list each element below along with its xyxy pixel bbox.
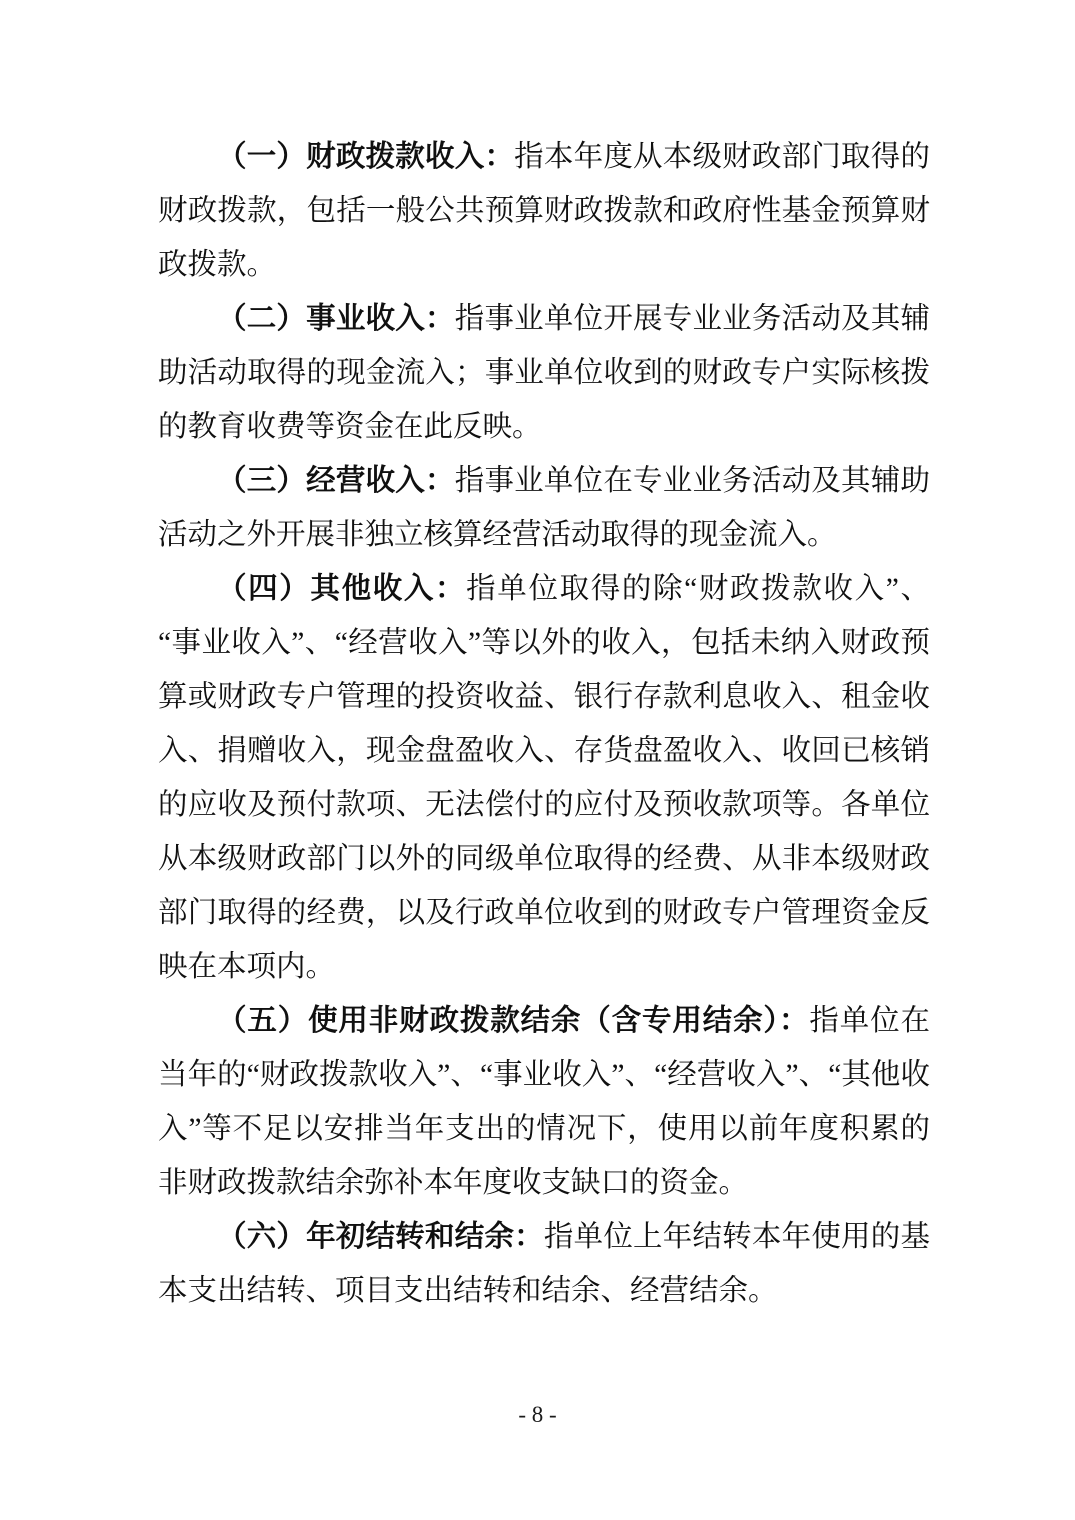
paragraph-other-income (158, 562, 930, 994)
paragraph-text: 指单位上年结转本年使用的基本支出结转、项目支出结转和结余、经营结余。 (158, 1221, 930, 1307)
paragraph-non-fiscal-surplus (158, 994, 930, 1210)
paragraph-operating-income-institution (158, 292, 930, 454)
paragraph-lead: （四）其他收入： (217, 573, 467, 605)
paragraph-lead: （三）经营收入： (217, 465, 455, 497)
paragraph-text: 指单位在当年的“财政拨款收入”、“事业收入”、“经营收入”、“其他收入”等不足以安排当年支出的情况下，使用以前年度积累的非财政拨款结余弥补本年度收支缺口的资金。 (158, 1005, 930, 1199)
paragraph-text: 指事业单位开展专业业务活动及其辅助活动取得的现金流入；事业单位收到的财政专户实际核拨的教育收费等资金在此反映。 (158, 303, 930, 443)
paragraph-lead: （一）财政拨款收入： (217, 141, 515, 173)
paragraph-text: 指事业单位在专业业务活动及其辅助活动之外开展非独立核算经营活动取得的现金流入。 (158, 465, 930, 551)
paragraph-lead: （五）使用非财政拨款结余（含专用结余）： (217, 1005, 810, 1037)
paragraph-text: 指本年度从本级财政部门取得的财政拨款，包括一般公共预算财政拨款和政府性基金预算财政拨款。 (158, 141, 930, 281)
page-number: - 8 - (518, 1402, 557, 1427)
paragraph-fiscal-appropriation-income (158, 130, 930, 292)
paragraph-business-income (158, 454, 930, 562)
paragraph-text: 指单位取得的除“财政拨款收入”、“事业收入”、“经营收入”等以外的收入，包括未纳入财政预算或财政专户管理的投资收益、银行存款利息收入、租金收入、捐赠收入，现金盘盈收入、存货盘盈收入、收回已核销的应收及预付款项、无法偿付的应付及预收款项等。各单位从本级财政部门以外的同级单位取得的经费、从非本级财政部门取得的经费，以及行政单位收到的财政专户管理资金反映在本项内。 (158, 573, 930, 983)
paragraph-carryover-balance (158, 1210, 930, 1318)
document-body (158, 130, 930, 1318)
paragraph-lead: （六）年初结转和结余： (217, 1221, 544, 1253)
paragraph-lead: （二）事业收入： (217, 303, 455, 335)
